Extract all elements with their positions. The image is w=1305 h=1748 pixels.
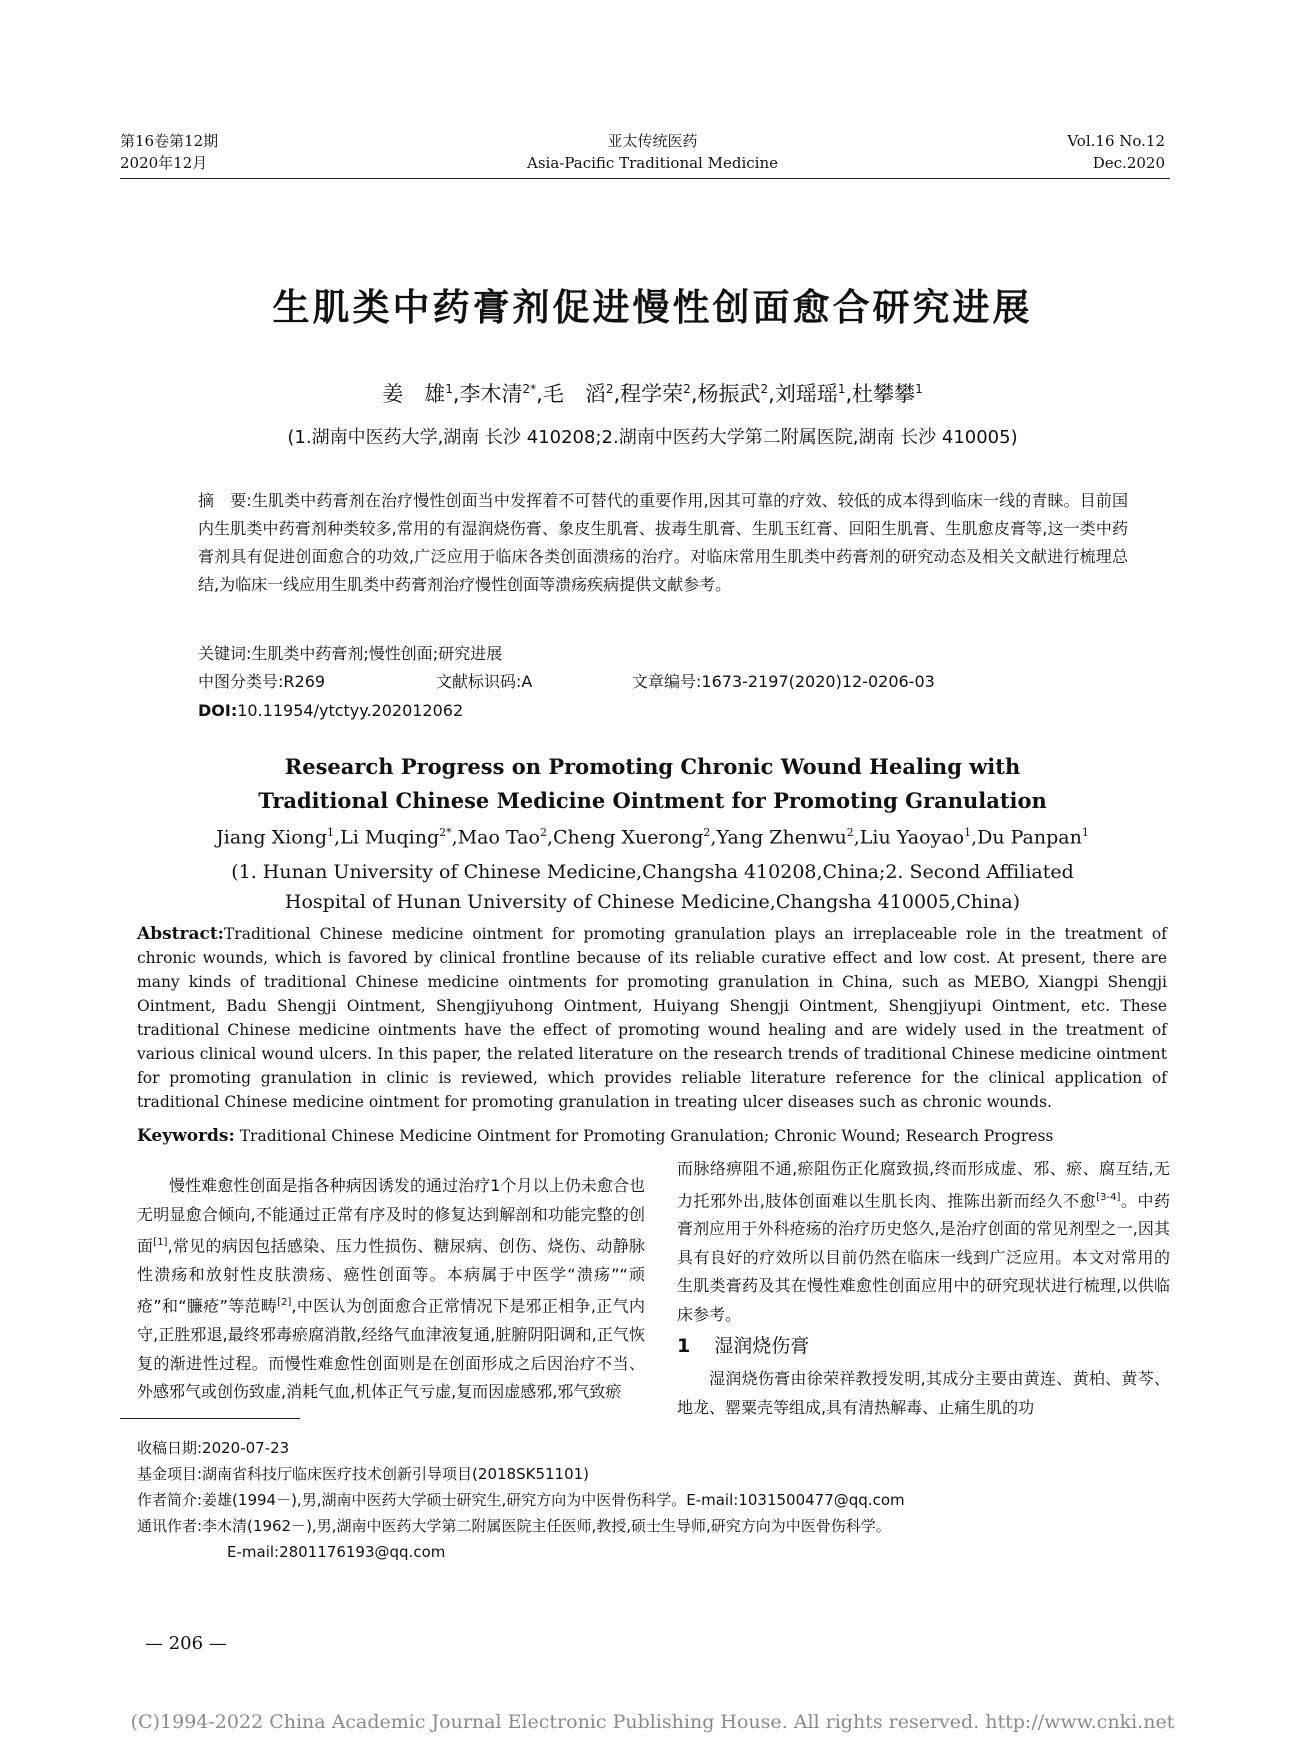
journal-issue-en bbox=[1067, 130, 1165, 174]
body-column-right bbox=[677, 1155, 1170, 1422]
affiliation-cn: (1.湖南中医药大学,湖南 长沙 410208;2.湖南中医药大学第二附属医院,湖南 长沙 410005) bbox=[287, 427, 1018, 448]
author-name-en: Liu Yaoyao bbox=[859, 826, 965, 849]
art-value: 1673-2197(2020)12-0206-03 bbox=[701, 672, 935, 691]
doi-line bbox=[198, 697, 463, 725]
body-text: 慢性难愈性创面是指各种病因诱发的通过治疗1个月以上仍未愈合也无明显愈合倾向,不能通过正常有序及时的修复达到解剖和功能完整的创面 bbox=[137, 1176, 645, 1256]
abstract-text-cn: 生肌类中药膏剂在治疗慢性创面当中发挥着不可替代的重要作用,因其可靠的疗效、较低的成本得到临床一线的青睐。目前国内生肌类中药膏剂种类较多,常用的有湿润烧伤膏、象皮生肌膏、拔毒生肌膏、生肌玉红膏、回阳生肌膏、生肌愈皮膏等,这一类中药膏剂具有促进创面愈合的功效,广泛应用于临床各类创面溃疡的治疗。对临床常用生肌类中药膏剂的研究动态及相关文献进行梳理总结,为临床一线应用生肌类中药膏剂治疗慢性创面等溃疡疾病提供文献参考。 bbox=[198, 491, 1128, 594]
doi-label: DOI: bbox=[198, 701, 238, 720]
citation-ref[interactable]: [2] bbox=[277, 1297, 292, 1309]
corresponding-email: E-mail:2801176193@qq.com bbox=[227, 1543, 446, 1561]
article-number bbox=[632, 668, 935, 696]
body-text: 。中药膏剂应用于外科疮疡的治疗历史悠久,是治疗创面的常见剂型之一,因其具有良好的疗效所以目前仍然在临床一线到广泛应用。本文对常用的生肌类膏药及其在慢性难愈性创面应用中的研究现状进行梳理,以供临床参考。 bbox=[677, 1190, 1170, 1324]
author-sup: 1 bbox=[915, 382, 923, 396]
citation-ref[interactable]: [3-4] bbox=[1096, 1191, 1121, 1203]
author-sup: 2 bbox=[605, 382, 614, 396]
footnote-rule bbox=[120, 1418, 300, 1419]
author-sup: 2* bbox=[522, 382, 537, 396]
keywords-text-cn: 生肌类中药膏剂;慢性创面;研究进展 bbox=[251, 644, 503, 663]
author-sup: 2 bbox=[760, 382, 769, 396]
art-label: 文章编号: bbox=[632, 672, 702, 691]
author-sup: 1 bbox=[837, 382, 846, 396]
title-en-line2: Traditional Chinese Medicine Ointment for Promoting Granulation bbox=[258, 788, 1047, 813]
issue-date: 2020年12月 bbox=[120, 154, 208, 172]
abstract-text-en: Traditional Chinese medicine ointment for promoting granulation plays an irreplaceable role in the treatment of chronic wounds, which is favored by clinical frontline because of its reliable curative effect and low cost. At present, there are many kinds of traditional Chinese medicine ointments for promoting granulation in China, such as MEBO, Xiangpi Shengji Ointment, Badu Shengji Ointment, Shengjiyuhong Ointment, Huiyang Shengji Ointment, Shengjiyupi Ointment, etc. These traditional Chinese medicine ointments have the effect of promoting wound healing and are widely used in the treatment of various clinical wound ulcers. In this paper, the related literature on the research trends of traditional Chinese medicine ointment for promoting granulation in clinic is reviewed, which provides reliable literature reference for the clinical application of traditional Chinese medicine ointment for promoting granulation in treating ulcer diseases such as chronic wounds. bbox=[137, 925, 1167, 1111]
keywords-text-en: Traditional Chinese Medicine Ointment for Promoting Granulation; Chronic Wound; Research Progress bbox=[239, 1127, 1054, 1145]
affiliation-en-line2: Hospital of Hunan University of Chinese Medicine,Changsha 410005,China) bbox=[284, 891, 1021, 913]
article-title-cn: 生肌类中药膏剂促进慢性创面愈合研究进展 bbox=[272, 286, 1033, 329]
clc-label: 中图分类号: bbox=[198, 672, 284, 691]
body-column-left bbox=[137, 1172, 645, 1407]
keywords-cn bbox=[198, 640, 1128, 668]
journal-name-cn: 亚太传统医药 bbox=[607, 132, 698, 150]
volume-issue: 第16卷第12期 bbox=[120, 132, 219, 150]
author-name-en: Yang Zhenwu bbox=[716, 826, 847, 849]
author-sup: 1 bbox=[1081, 826, 1089, 839]
affiliation-en bbox=[0, 857, 1305, 917]
author-list-cn: 姜 雄$^1$,李木清$^{2*}$,毛 滔$^2$,程学荣$^2$,杨振武$^2$,刘瑶瑶$^1$,杜攀攀$^1$ bbox=[382, 382, 923, 406]
abstract-label-cn: 摘 要: bbox=[198, 491, 252, 510]
author-name-en: Cheng Xuerong bbox=[553, 826, 704, 849]
section-heading bbox=[677, 1331, 1170, 1361]
corresponding-author: 通讯作者:李木清(1962－),男,湖南中医药大学第二附属医院主任医师,教授,硕士生导师,研究方向为中医骨伤科学。 bbox=[137, 1517, 891, 1535]
keywords-label-en: Keywords: bbox=[137, 1126, 235, 1146]
abstract-en bbox=[137, 922, 1167, 1114]
author-name: 杨振武 bbox=[697, 382, 761, 406]
author-name: 毛 滔 bbox=[542, 382, 606, 406]
title-en-line1: Research Progress on Promoting Chronic Wound Healing with bbox=[284, 754, 1021, 779]
volume-issue-en: Vol.16 No.12 bbox=[1067, 132, 1165, 150]
author-sup: 1 bbox=[445, 382, 453, 396]
citation-ref[interactable]: [1] bbox=[153, 1237, 168, 1248]
body-paragraph: 湿润烧伤膏由徐荣祥教授发明,其成分主要由黄连、黄柏、黄芩、地龙、罂粟壳等组成,具有清热解毒、止痛生肌的功 bbox=[677, 1369, 1170, 1417]
footnotes bbox=[137, 1435, 1177, 1565]
header-rule bbox=[120, 178, 1170, 179]
clc-value: R269 bbox=[283, 672, 326, 691]
author-sup: 2 bbox=[539, 826, 547, 839]
journal-name-en: Asia-Pacific Traditional Medicine bbox=[527, 154, 778, 172]
body-text: ,中医认为创面愈合正常情况下是邪正相争,正气内守,正胜邪退,最终邪毒瘀腐消散,经络气血津液复通,脏腑阴阳调和,正气恢复的渐进性过程。而慢性难愈性创面则是在创面形成之后因治疗不当、外感邪气或创伤致虚,消耗气血,机体正气亏虚,复而因虚感邪,邪气致瘀 bbox=[137, 1296, 645, 1402]
abstract-cn bbox=[198, 487, 1128, 599]
author-bio: 作者简介:姜雄(1994－),男,湖南中医药大学硕士研究生,研究方向为中医骨伤科学。E-mail:1031500477@qq.com bbox=[137, 1491, 905, 1509]
doc-code bbox=[436, 668, 632, 696]
author-name-en: Du Panpan bbox=[977, 826, 1082, 849]
author-name: 姜 雄 bbox=[382, 382, 446, 406]
section-number: 1 bbox=[677, 1335, 691, 1358]
author-sup: 2 bbox=[703, 826, 711, 839]
author-name-en: Mao Tao bbox=[457, 826, 540, 849]
keywords-en bbox=[137, 1124, 1167, 1148]
issue-date-en: Dec.2020 bbox=[1092, 154, 1165, 172]
section-title: 湿润烧伤膏 bbox=[714, 1335, 810, 1358]
author-name-en: Jiang Xiong bbox=[216, 826, 328, 849]
author-sup: 1 bbox=[327, 826, 335, 839]
article-title-en bbox=[0, 750, 1305, 818]
author-list-en: Jiang Xiong$^1$,Li Muqing$^{2*}$,Mao Tao$^2$,Cheng Xuerong$^2$,Yang Zhenwu$^2$,Liu Yaoyao$^1$,Du Panpan$^1$ bbox=[216, 826, 1089, 849]
author-name: 李木清 bbox=[459, 382, 523, 406]
keywords-label-cn: 关键词: bbox=[198, 644, 252, 663]
body-text: ,常见的病因包括感染、压力性损伤、糖尿病、创伤、烧伤、动静脉性溃疡和放射性皮肤溃疡、癌性创面等。本病属于中医学“溃疡”“顽疮”和“臁疮”等范畴 bbox=[137, 1236, 645, 1316]
clc-code bbox=[198, 668, 436, 696]
author-sup: 2 bbox=[683, 382, 691, 396]
body-paragraph bbox=[137, 1172, 645, 1407]
author-sup: 2* bbox=[439, 826, 452, 839]
classification-line bbox=[198, 668, 1128, 696]
author-name-en: Li Muqing bbox=[340, 826, 440, 849]
copyright-notice: (C)1994-2022 China Academic Journal Electronic Publishing House. All rights reserved. http://www.cnki.net bbox=[130, 1711, 1175, 1733]
author-sup: 1 bbox=[964, 826, 972, 839]
page-number: — 206 — bbox=[145, 1633, 227, 1654]
body-paragraph bbox=[677, 1155, 1170, 1329]
body-text: 而脉络痹阻不通,瘀阻伤正化腐致损,终而形成虚、邪、瘀、腐互结,无力托邪外出,肢体创面难以生肌长肉、推陈出新而经久不愈 bbox=[677, 1159, 1170, 1210]
author-name: 刘瑶瑶 bbox=[774, 382, 838, 406]
affiliation-en-line1: (1. Hunan University of Chinese Medicine,Changsha 410208,China;2. Second Affiliated bbox=[231, 861, 1074, 883]
doi-value[interactable]: 10.11954/ytctyy.202012062 bbox=[237, 701, 464, 720]
received-date: 收稿日期:2020-07-23 bbox=[137, 1439, 290, 1457]
abstract-label-en: Abstract: bbox=[137, 924, 224, 944]
doc-label: 文献标识码: bbox=[436, 672, 522, 691]
author-name: 程学荣 bbox=[620, 382, 684, 406]
author-name: 杜攀攀 bbox=[852, 382, 916, 406]
author-sup: 2 bbox=[846, 826, 854, 839]
fund-project: 基金项目:湖南省科技厅临床医疗技术创新引导项目(2018SK51101) bbox=[137, 1465, 590, 1483]
doc-value: A bbox=[521, 672, 533, 691]
